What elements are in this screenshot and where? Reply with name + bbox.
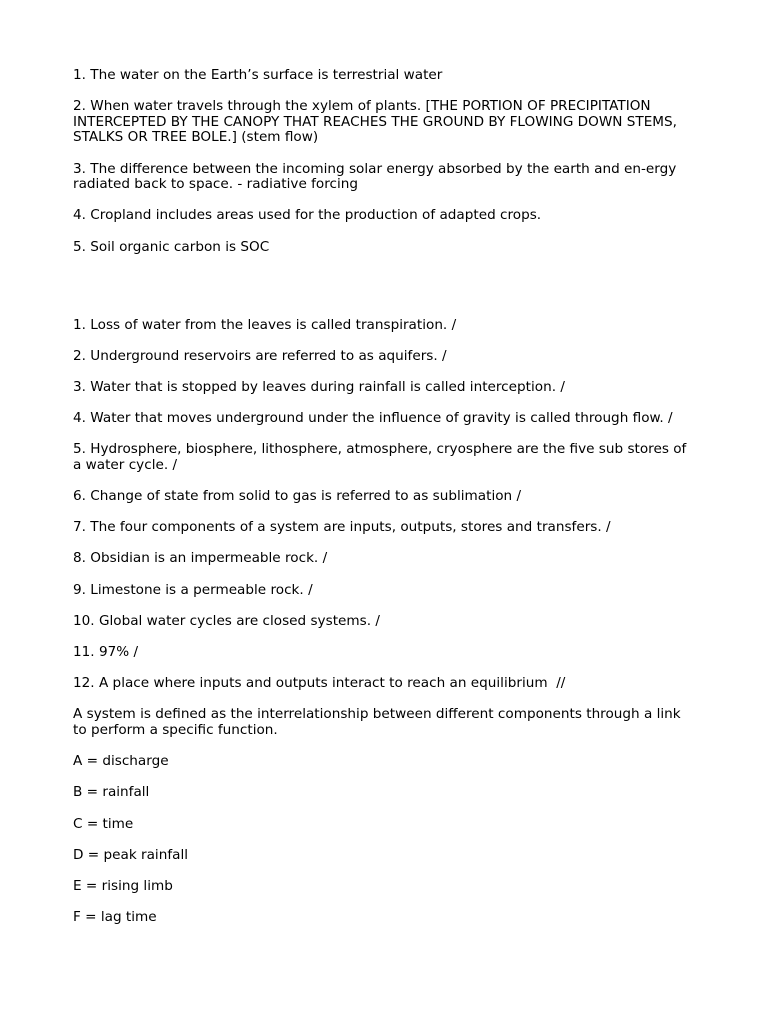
- paragraph-2-5: 5. Hydrosphere, biosphere, lithosphere, atmosphere, cryosphere are the five sub stores of a water cycle. /: [73, 441, 691, 473]
- paragraph-1-4: 4. Cropland includes areas used for the production of adapted crops.: [73, 207, 542, 224]
- paragraph-1-3: 3. The difference between the incoming solar energy absorbed by the earth and en-ergy radiated back to space. - radiative forcing: [73, 160, 681, 193]
- paragraph-2-1: 1. Loss of water from the leaves is called transpiration. /: [73, 316, 457, 333]
- paragraph-1-5: 5. Soil organic carbon is SOC: [73, 238, 270, 255]
- paragraph-2-8: 8. Obsidian is an impermeable rock. /: [73, 550, 328, 567]
- paragraph-2-3: 3. Water that is stopped by leaves during rainfall is called interception. /: [73, 378, 565, 395]
- paragraph-2-11: 11. 97% /: [73, 643, 139, 660]
- label-e: E = rising limb: [73, 877, 173, 894]
- paragraph-2-2: 2. Underground reservoirs are referred to as aquifers. /: [73, 347, 447, 364]
- paragraph-2-10: 10. Global water cycles are closed systems. /: [73, 612, 380, 629]
- paragraph-2-7: 7. The four components of a system are inputs, outputs, stores and transfers. /: [73, 519, 611, 536]
- paragraph-1-2: 2. When water travels through the xylem of plants. [THE PORTION OF PRECIPITATION INTERCEPTED BY THE CANOPY THAT REACHES THE GROUND BY FLOWING DOWN STEMS, STALKS OR TREE BOLE.] (stem flow): [73, 98, 682, 146]
- paragraph-1-1: 1. The water on the Earth’s surface is terrestrial water: [73, 67, 443, 83]
- paragraph-2-4: 4. Water that moves underground under the influence of gravity is called through flow. /: [73, 410, 673, 427]
- section-spacer: [73, 271, 698, 318]
- document-page: [73, 68, 698, 941]
- label-a: A = discharge: [73, 753, 169, 770]
- paragraph-2-9: 9. Limestone is a permeable rock. /: [73, 581, 313, 598]
- system-definition: A system is defined as the interrelationship between different components through a link to perform a specific function.: [73, 706, 685, 738]
- label-b: B = rainfall: [73, 784, 150, 801]
- paragraph-2-12: 12. A place where inputs and outputs interact to reach an equilibrium //: [73, 675, 566, 692]
- paragraph-2-6: 6. Change of state from solid to gas is referred to as sublimation /: [73, 488, 522, 505]
- label-c: C = time: [73, 815, 134, 832]
- label-f: F = lag time: [73, 909, 157, 926]
- section-two: [73, 318, 698, 926]
- label-d: D = peak rainfall: [73, 846, 188, 863]
- section-one: [73, 68, 698, 255]
